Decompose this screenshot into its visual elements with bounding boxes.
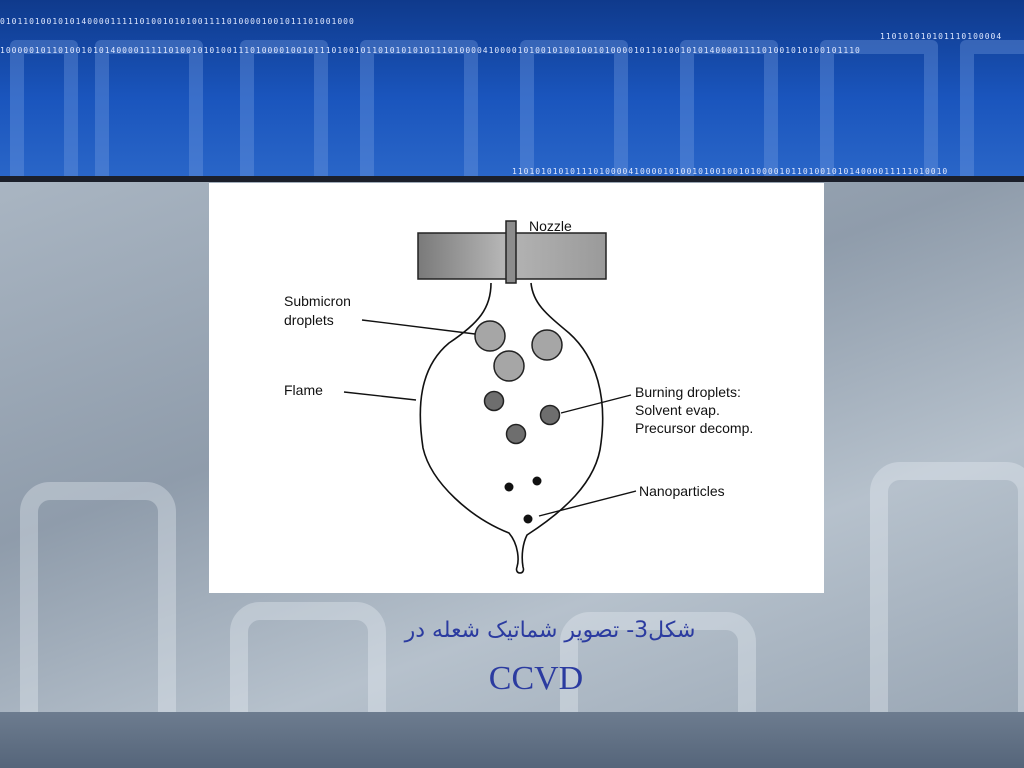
background-ghost-shape: [20, 482, 176, 712]
nanoparticles-label: Nanoparticles: [639, 483, 725, 499]
background-ghost-shape: [870, 462, 1024, 712]
nanoparticle: [505, 483, 514, 492]
caption-english: CCVD: [488, 660, 584, 697]
header-ghost-shape: [10, 40, 78, 178]
nanoparticles-leader-line: [539, 491, 636, 516]
footer-band: [0, 712, 1024, 768]
burning-droplet: [541, 406, 560, 425]
binary-text: 110101010101110100004: [880, 32, 1003, 41]
submicron-droplet: [475, 321, 505, 351]
header-ghost-shape: [95, 40, 203, 178]
submicron-droplet: [532, 330, 562, 360]
burning-droplet: [507, 425, 526, 444]
nanoparticle: [533, 477, 542, 486]
binary-text: 0101101001010140000111110100101010011110100001001011101001000: [0, 17, 355, 26]
submicron-label-line1: Submicron: [284, 293, 351, 309]
binary-text: 110101010101110100004100001010010100100101000010110100101014000011111010010: [512, 167, 949, 176]
submicron-leader-line: [362, 320, 475, 334]
header-ghost-shape: [820, 40, 938, 178]
header-banner: [0, 0, 1024, 178]
caption-persian: شکل3- تصویر شماتیک شعله در: [404, 618, 696, 643]
submicron-label-line2: droplets: [284, 312, 334, 328]
flame-label: Flame: [284, 382, 323, 398]
flame-leader-line: [344, 392, 416, 400]
nozzle-tube: [506, 221, 516, 283]
header-ghost-shape: [520, 40, 628, 178]
header-ghost-shape: [240, 40, 328, 178]
burning-droplets-label-line1: Burning droplets:: [635, 384, 741, 400]
burning-droplet: [485, 392, 504, 411]
burning-droplets-label-line3: Precursor decomp.: [635, 420, 754, 436]
header-ghost-shape: [960, 40, 1024, 178]
burning-droplets-label-line2: Solvent evap.: [635, 402, 720, 418]
header-ghost-shape: [680, 40, 778, 178]
nozzle-label: Nozzle: [529, 218, 572, 234]
binary-text: 1000001011010010101400001111101001010100111010000100101110100101101010101011101000041000010100101001001010000101101001010140000111101001010100101110: [0, 46, 861, 55]
submicron-droplet: [494, 351, 524, 381]
nanoparticle: [524, 515, 533, 524]
burning-leader-line: [561, 395, 631, 413]
header-ghost-shape: [360, 40, 478, 178]
ccvd-flame-schematic: [209, 183, 824, 593]
diagram-svg: [209, 183, 824, 593]
